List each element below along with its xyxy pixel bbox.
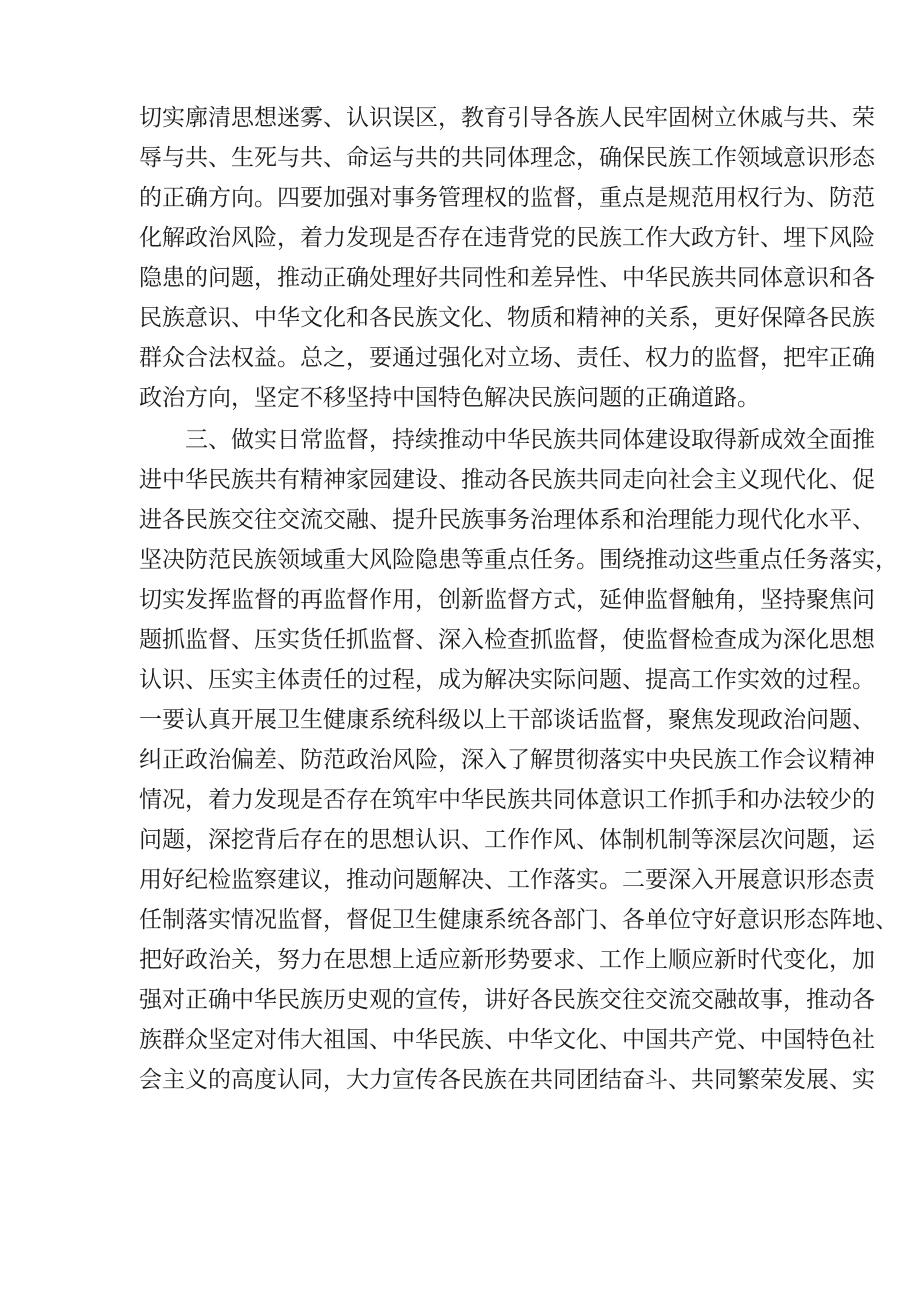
text-line: 进中华民族共有精神家园建设、推动各民族共同走向社会主义现代化、促 bbox=[139, 467, 875, 493]
text-line: 切实发挥监督的再监督作用，创新监督方式，延伸监督触角，坚持聚焦问 bbox=[139, 587, 875, 613]
text-line: 民族意识、中华文化和各民族文化、物质和精神的关系，更好保障各民族 bbox=[139, 305, 875, 331]
text-line: 认识、压实主体责任的过程，成为解决实际问题、提高工作实效的过程。 bbox=[139, 667, 875, 693]
text-line: 强对正确中华民族历史观的宣传，讲好各民族交往交流交融故事，推动各 bbox=[139, 987, 875, 1013]
text-line: 群众合法权益。总之，要通过强化对立场、责任、权力的监督，把牢正确 bbox=[139, 345, 875, 371]
text-line: 题抓监督、压实货任抓监督、深入检查抓监督，使监督检查成为深化思想 bbox=[139, 627, 875, 653]
text-line: 用好纪检监察建议，推动问题解决、工作落实。二要深入开展意识形态责 bbox=[139, 867, 875, 893]
text-line: 任制落实情况监督，督促卫生健康系统各部门、各单位守好意识形态阵地、 bbox=[139, 907, 898, 933]
text-line: 隐患的问题，推动正确处理好共同性和差异性、中华民族共同体意识和各 bbox=[139, 265, 875, 291]
text-line: 坚决防范民族领域重大风险隐患等重点任务。围绕推动这些重点任务落实， bbox=[139, 547, 898, 573]
text-line: 会主义的高度认同，大力宣传各民族在共同团结奋斗、共同繁荣发展、实 bbox=[139, 1067, 875, 1093]
text-line: 情况，着力发现是否存在筑牢中华民族共同体意识工作抓手和办法较少的 bbox=[139, 787, 875, 813]
text-line: 的正确方向。四要加强对事务管理权的监督，重点是规范用权行为、防范 bbox=[139, 185, 875, 211]
text-line: 问题，深挖背后存在的思想认识、工作作风、体制机制等深层次问题，运 bbox=[139, 827, 875, 853]
text-line: 辱与共、生死与共、命运与共的共同体理念，确保民族工作领域意识形态 bbox=[139, 145, 875, 171]
section-heading-line: 三、做实日常监督，持续推动中华民族共同体建设取得新成效全面推 bbox=[185, 427, 875, 453]
text-line: 一要认真开展卫生健康系统科级以上干部谈话监督，聚焦发现政治问题、 bbox=[139, 707, 875, 733]
text-line: 进各民族交往交流交融、提升民族事务治理体系和治理能力现代化水平、 bbox=[139, 507, 875, 533]
text-line: 化解政治风险，着力发现是否存在违背党的民族工作大政方针、埋下风险 bbox=[139, 225, 875, 251]
text-line: 政治方向，坚定不移坚持中国特色解决民族问题的正确道路。 bbox=[139, 385, 760, 411]
text-line: 把好政治关，努力在思想上适应新形势要求、工作上顺应新时代变化，加 bbox=[139, 947, 875, 973]
text-line: 族群众坚定对伟大祖国、中华民族、中华文化、中国共产党、中国特色社 bbox=[139, 1027, 875, 1053]
text-line: 纠正政治偏差、防范政治风险，深入了解贯彻落实中央民族工作会议精神 bbox=[139, 747, 875, 773]
text-line: 切实廓清思想迷雾、认识误区，教育引导各族人民牢固树立休戚与共、荣 bbox=[139, 105, 875, 131]
